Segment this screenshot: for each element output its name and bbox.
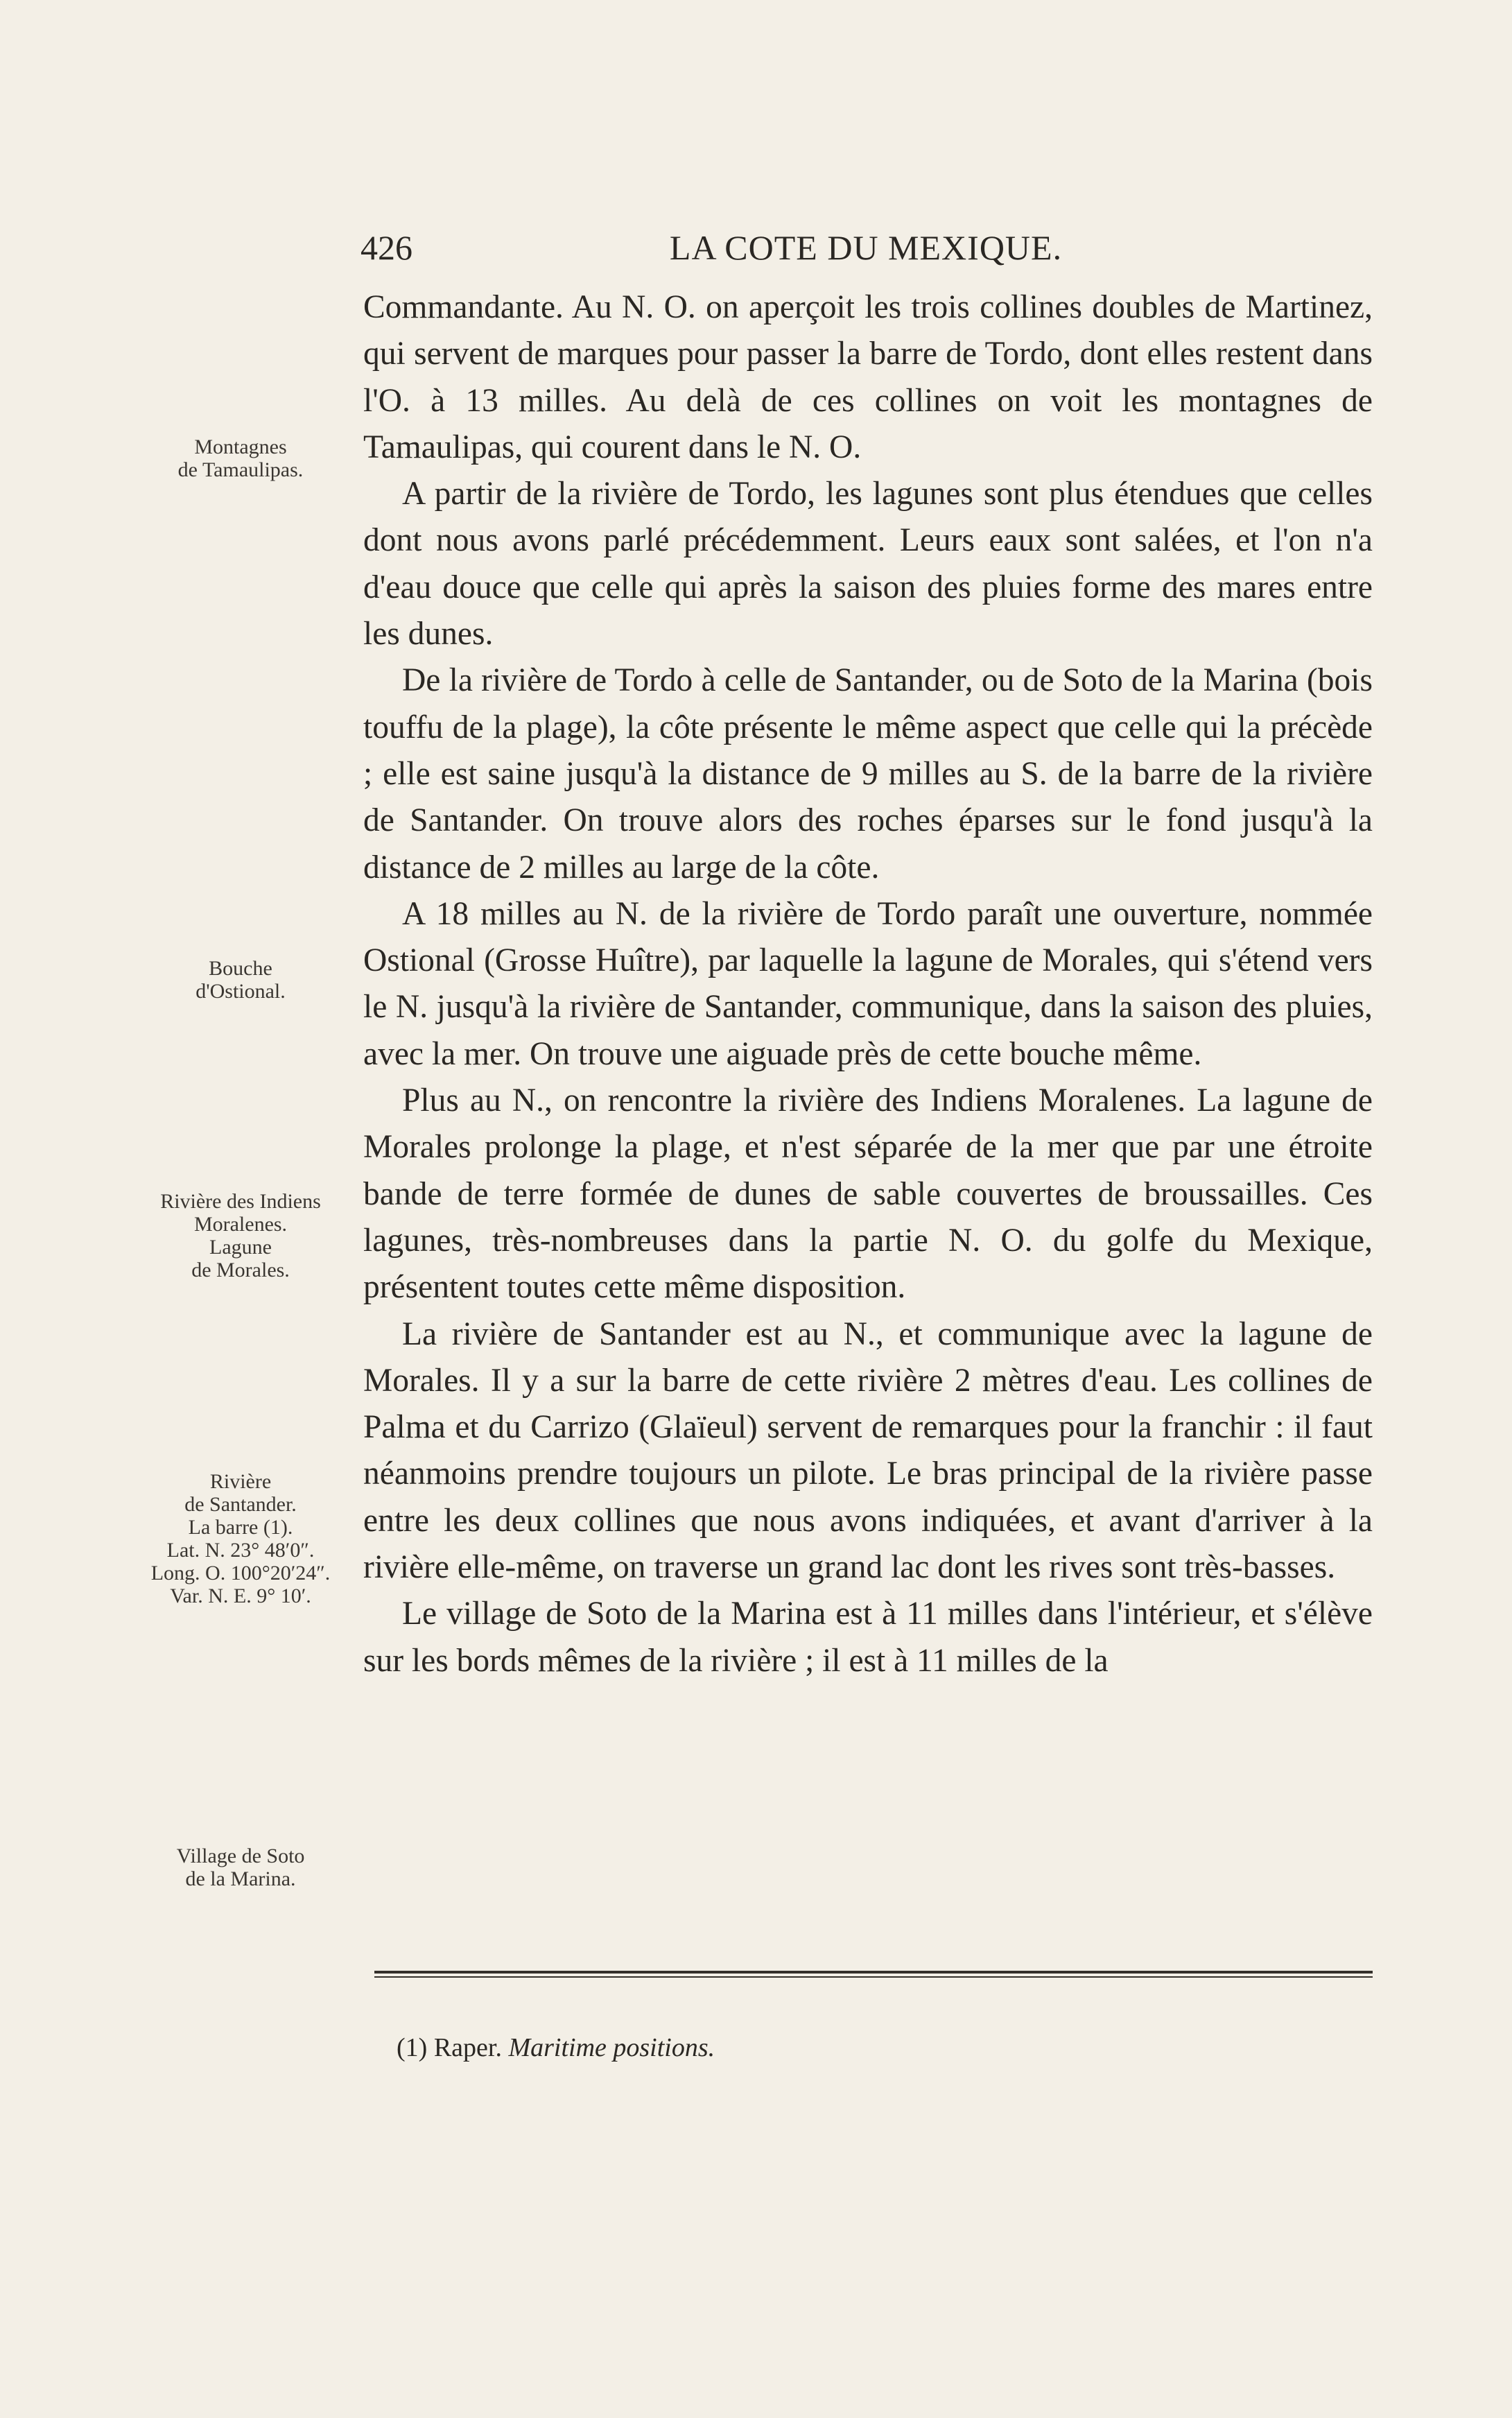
paragraph: La rivière de Santander est au N., et communique avec la lagune de Morales. Il y a sur la barre de cette rivière 2 mètres d'eau. Les collines de Palma et du Carrizo (Glaïeul) servent de remarques pour la franchir : il faut néanmoins prendre toujours un pilote. Le bras principal de la rivière passe entre les deux collines que nous avons indiquées, et avant d'arriver à la rivière elle-même, on traverse un grand lac dont les rives sont très-basses. xyxy=(363,1315,1373,1586)
footnote-author: Raper. xyxy=(433,2033,502,2062)
paragraph: De la rivière de Tordo à celle de Santander, ou de Soto de la Marina (bois touffu de la plage), la côte présente le même aspect que celle qui la précède ; elle est saine jusqu'à la distance de 9 milles au S. de la barre de la rivière de Santander. On trouve alors des roches éparses sur le fond jusqu'à la distance de 2 milles au large de la côte. xyxy=(363,662,1373,886)
sidenote-line: La barre (1). xyxy=(188,1516,293,1539)
sidenote-line: de Santander. xyxy=(184,1493,297,1516)
page-header xyxy=(360,223,1371,272)
sidenote-line: Lat. N. 23° 48′0″. xyxy=(166,1539,315,1562)
page-number: 426 xyxy=(360,228,412,267)
sidenote-line: de la Marina. xyxy=(185,1867,296,1890)
sidenote-line: Montagnes xyxy=(194,435,287,458)
sidenote-line: Rivière xyxy=(209,1470,272,1493)
paragraph: Plus au N., on rencontre la rivière des Indiens Moralenes. La lagune de Morales prolonge la plage, et n'est séparée de la mer que par une étroite bande de terre formée de dunes de sable couvertes de broussailles. Ces lagunes, très-nombreuses dans la partie N. O. du golfe du Mexique, présentent toutes cette même disposition. xyxy=(363,1082,1373,1306)
sidenote-village-soto xyxy=(150,1845,331,1890)
sidenote-line: Rivière des Indiens xyxy=(160,1190,321,1213)
sidenote-riviere-santander xyxy=(130,1470,351,1607)
sidenote-line: Long. O. 100°20′24″. xyxy=(150,1562,331,1584)
sidenote-line: Lagune xyxy=(209,1236,272,1259)
sidenote-line: de Morales. xyxy=(191,1259,290,1281)
paragraph: Commandante. Au N. O. on aperçoit les trois collines doubles de Martinez, qui servent de marques pour passer la barre de Tordo, dont elles restent dans l'O. à 13 milles. Au delà de ces collines on voit les montagnes de Tamaulipas, qui courent dans le N. O. xyxy=(363,289,1373,465)
paragraph: Le village de Soto de la Marina est à 11 milles dans l'intérieur, et s'élève sur les bords mêmes de la rivière ; il est à 11 milles de la xyxy=(363,1596,1373,1679)
sidenote-line: de Tamaulipas. xyxy=(177,458,304,481)
paragraph: A 18 milles au N. de la rivière de Tordo paraît une ouverture, nommée Ostional (Grosse Huître), par laquelle la lagune de Morales, qui s'étend vers le N. jusqu'à la rivière de Santander, communique, dans la saison des pluies, avec la mer. On trouve une aiguade près de cette bouche même. xyxy=(363,895,1373,1072)
footnote xyxy=(397,2030,715,2065)
sidenote-riviere-indiens xyxy=(150,1190,331,1281)
sidenote-bouche xyxy=(161,957,320,1003)
sidenote-line: d'Ostional. xyxy=(195,980,286,1003)
footnote-divider xyxy=(374,1971,1373,1974)
sidenote-line: Village de Soto xyxy=(176,1845,305,1867)
footnote-title: Maritime positions. xyxy=(508,2033,715,2062)
footnote-divider xyxy=(374,1976,1373,1978)
running-title: LA COTE DU MEXIQUE. xyxy=(669,228,1063,267)
main-text xyxy=(363,284,1373,1684)
footnote-marker: (1) xyxy=(397,2033,428,2062)
paragraph: A partir de la rivière de Tordo, les lagunes sont plus étendues que celles dont nous avons parlé précédemment. Leurs eaux sont salées, et l'on n'a d'eau douce que celle qui après la saison des pluies forme des mares entre les dunes. xyxy=(363,476,1373,653)
sidenote-line: Bouche xyxy=(209,957,272,980)
sidenote-montagnes xyxy=(161,435,320,481)
sidenote-line: Moralenes. xyxy=(193,1213,288,1236)
sidenote-line: Var. N. E. 9° 10′. xyxy=(170,1584,311,1607)
